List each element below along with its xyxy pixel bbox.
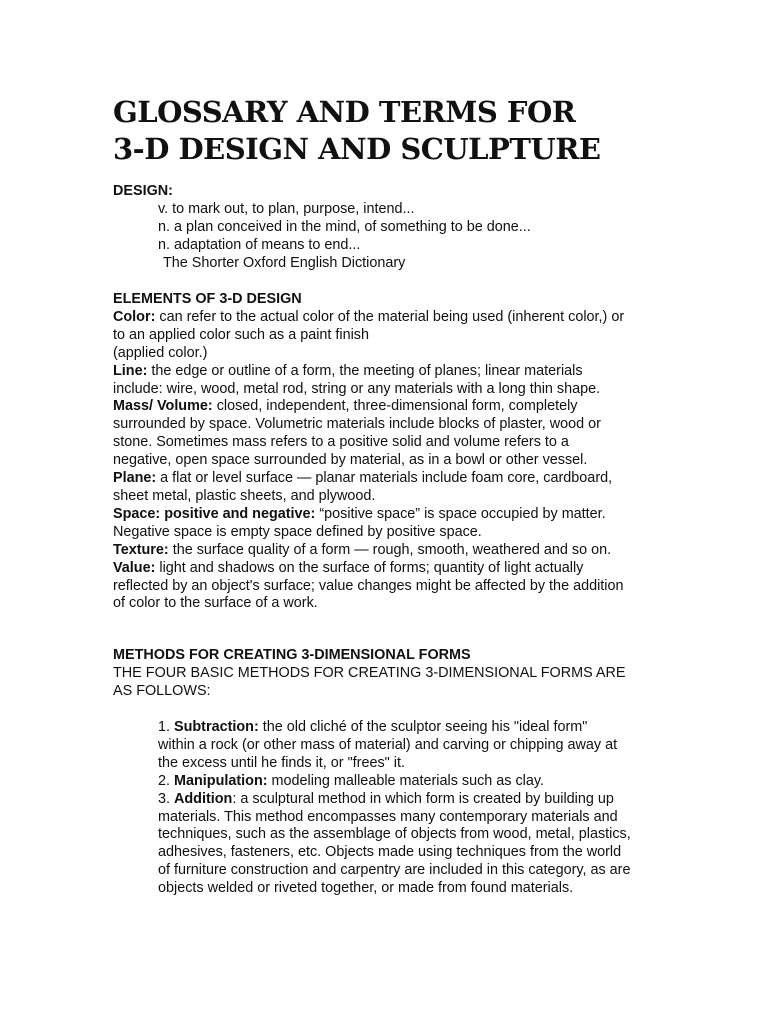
design-source: The Shorter Oxford English Dictionary	[163, 254, 406, 271]
design-definition-noun-1: n. a plan conceived in the mind, of something to be done...	[158, 218, 531, 235]
term-space	[113, 506, 658, 524]
term-line-text-line-2: include: wire, wood, metal rod, string or any materials with a long thin shape.	[113, 380, 601, 397]
method-subtraction-number: 1.	[158, 719, 174, 735]
term-space-text: “positive space” is space occupied by matter.	[315, 505, 606, 522]
term-value-text: light and shadows on the surface of forms; quantity of light actually	[155, 559, 584, 576]
method-addition-text-line-2: materials. This method encompasses many contemporary materials and	[158, 808, 618, 825]
method-manipulation	[158, 773, 678, 791]
term-value-label: Value:	[113, 559, 156, 576]
method-subtraction-text: the old cliché of the sculptor seeing his "ideal form"	[258, 719, 588, 735]
term-plane	[113, 470, 658, 488]
term-line-label: Line:	[113, 362, 148, 379]
method-subtraction-text-line-3: the excess until he finds it, or "frees" it.	[158, 754, 405, 771]
elements-heading: ELEMENTS OF 3-D DESIGN	[113, 291, 302, 307]
page-title-line-1: GLOSSARY AND TERMS FOR	[113, 95, 576, 129]
method-addition-text-line-6: objects welded or riveted together, or made from found materials.	[158, 880, 574, 897]
term-color-text: can refer to the actual color of the material being used (inherent color,) or	[155, 308, 625, 325]
method-addition-label: Addition	[174, 790, 233, 807]
term-value-text-line-2: reflected by an object's surface; value changes might be affected by the addition	[113, 577, 624, 594]
term-color-text-line-2: to an applied color such as a paint finish	[113, 326, 369, 343]
method-subtraction-label: Subtraction:	[174, 719, 259, 735]
term-texture-text: the surface quality of a form — rough, smooth, weathered and so on.	[168, 541, 612, 558]
term-mass-volume-text-line-4: negative, open space surrounded by material, as in a bowl or other vessel.	[113, 452, 588, 469]
term-color	[113, 309, 658, 327]
methods-intro-line-2: AS FOLLOWS:	[113, 682, 211, 699]
term-texture-label: Texture:	[113, 541, 169, 558]
method-addition-text: : a sculptural method in which form is created by building up	[232, 790, 614, 807]
method-addition-text-line-5: of furniture construction and carpentry are included in this category, as are	[158, 862, 631, 879]
design-definition-verb: v. to mark out, to plan, purpose, intend...	[158, 200, 415, 217]
design-section	[113, 183, 658, 273]
design-definition-noun-2: n. adaptation of means to end...	[158, 236, 361, 253]
term-texture	[113, 542, 658, 560]
term-color-label: Color:	[113, 308, 156, 325]
methods-list	[158, 719, 678, 898]
method-addition-text-line-3: techniques, such as the assemblage of objects from wood, metal, plastics,	[158, 826, 631, 843]
term-color-text-line-3: (applied color.)	[113, 344, 208, 361]
methods-heading: METHODS FOR CREATING 3-DIMENSIONAL FORMS	[113, 647, 471, 663]
term-space-text-line-2: Negative space is empty space defined by positive space.	[113, 523, 482, 540]
elements-section	[113, 291, 658, 613]
method-manipulation-text: modeling malleable materials such as clay.	[267, 772, 545, 789]
term-line	[113, 363, 658, 381]
method-addition-number: 3.	[158, 790, 174, 807]
methods-intro: THE FOUR BASIC METHODS FOR CREATING 3-DIMENSIONAL FORMS ARE	[113, 664, 626, 681]
method-addition	[158, 791, 678, 809]
term-space-label: Space: positive and negative:	[113, 505, 316, 522]
page-title-line-2: 3-D DESIGN AND SCULPTURE	[113, 132, 601, 166]
term-line-text: the edge or outline of a form, the meeting of planes; linear materials	[147, 362, 583, 379]
design-heading: DESIGN:	[113, 183, 173, 199]
term-mass-volume	[113, 398, 658, 416]
term-mass-volume-text-line-3: stone. Sometimes mass refers to a positive solid and volume refers to a	[113, 434, 569, 451]
method-manipulation-number: 2.	[158, 772, 174, 789]
method-manipulation-label: Manipulation:	[174, 772, 268, 789]
term-mass-volume-text-line-2: surrounded by space. Volumetric materials include blocks of plaster, wood or	[113, 416, 601, 433]
method-subtraction	[158, 719, 678, 737]
term-plane-label: Plane:	[113, 470, 157, 487]
term-mass-volume-label: Mass/ Volume:	[113, 398, 213, 415]
term-value-text-line-3: of color to the surface of a work.	[113, 595, 318, 612]
method-subtraction-text-line-2: within a rock (or other mass of material) and carving or chipping away at	[158, 736, 618, 753]
methods-section	[113, 647, 658, 701]
term-mass-volume-text: closed, independent, three-dimensional form, completely	[212, 398, 578, 415]
term-plane-text-line-2: sheet metal, plastic sheets, and plywood.	[113, 487, 376, 504]
term-value	[113, 560, 658, 578]
term-plane-text: a flat or level surface — planar materials include foam core, cardboard,	[156, 470, 613, 487]
method-addition-text-line-4: adhesives, fasteners, etc. Objects made using techniques from the world	[158, 844, 622, 861]
